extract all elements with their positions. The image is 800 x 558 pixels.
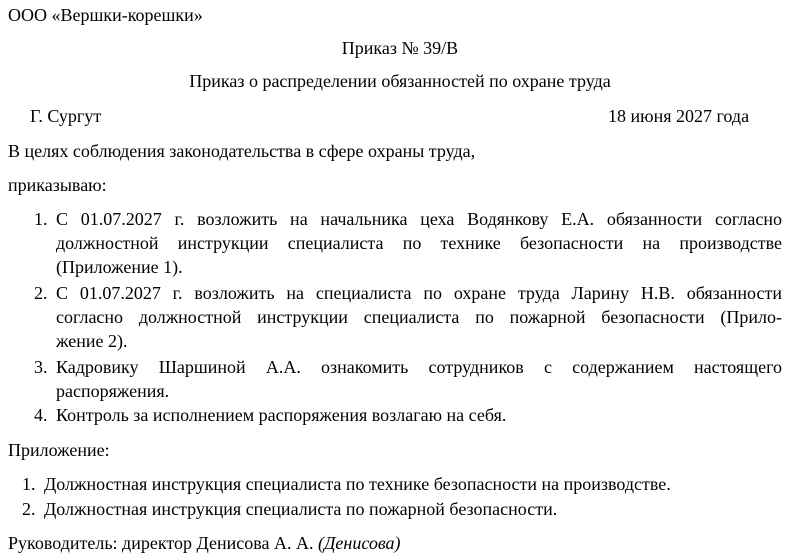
appendix-item-1: Должностная инструкция специалиста по технике безопасности на производстве. [44,474,671,494]
appendix-item-2: Должностная инструкция специалиста по пожарной безопасности. [44,499,558,519]
item-number: 3. [34,357,48,377]
item-1-line-1: С 01.07.2027 г. возложить на начальника цеха Водянкову Е.А. обязанности согласно [56,209,782,229]
preamble: В целях соблюдения законодательства в сфере охраны труда, [8,141,476,161]
appendix-heading: Приложение: [8,440,110,460]
appendix-item-number: 2. [22,499,36,519]
item-1-line-2: должностной инструкции специалиста по технике безопасности на производстве [56,233,782,253]
item-number: 1. [34,209,48,229]
order-date: 18 июня 2027 года [608,106,750,126]
order-number: Приказ № 39/В [341,38,459,58]
order-title: Приказ о распределении обязанностей по охране труда [189,71,611,91]
signature-text: Руководитель: директор Денисова А. А. [8,533,314,553]
city: Г. Сургут [30,106,102,126]
appendix-item-number: 1. [22,474,36,494]
order-word: приказываю: [8,175,107,195]
item-number: 4. [34,405,48,425]
signed-name: (Денисова) [317,533,401,553]
signature-line [8,532,401,554]
item-2-line-2: согласно должностной инструкции специалиста по пожарной безопасности (Прило- [56,307,782,327]
item-number: 2. [34,283,48,303]
item-1-line-3: (Приложение 1). [56,257,183,277]
item-2-line-1: С 01.07.2027 г. возложить на специалиста по охране труда Ларину Н.В. обязанности [56,283,782,303]
item-3-line-1: Кадровику Шаршиной А.А. ознакомить сотрудников с содержанием настоящего [56,357,782,377]
item-4-line-1: Контроль за исполнением распоряжения возлагаю на себя. [56,405,507,425]
item-2-line-3: жение 2). [56,331,128,351]
item-3-line-2: распоряжения. [56,381,170,401]
organization-name: ООО «Вершки-корешки» [8,5,203,25]
